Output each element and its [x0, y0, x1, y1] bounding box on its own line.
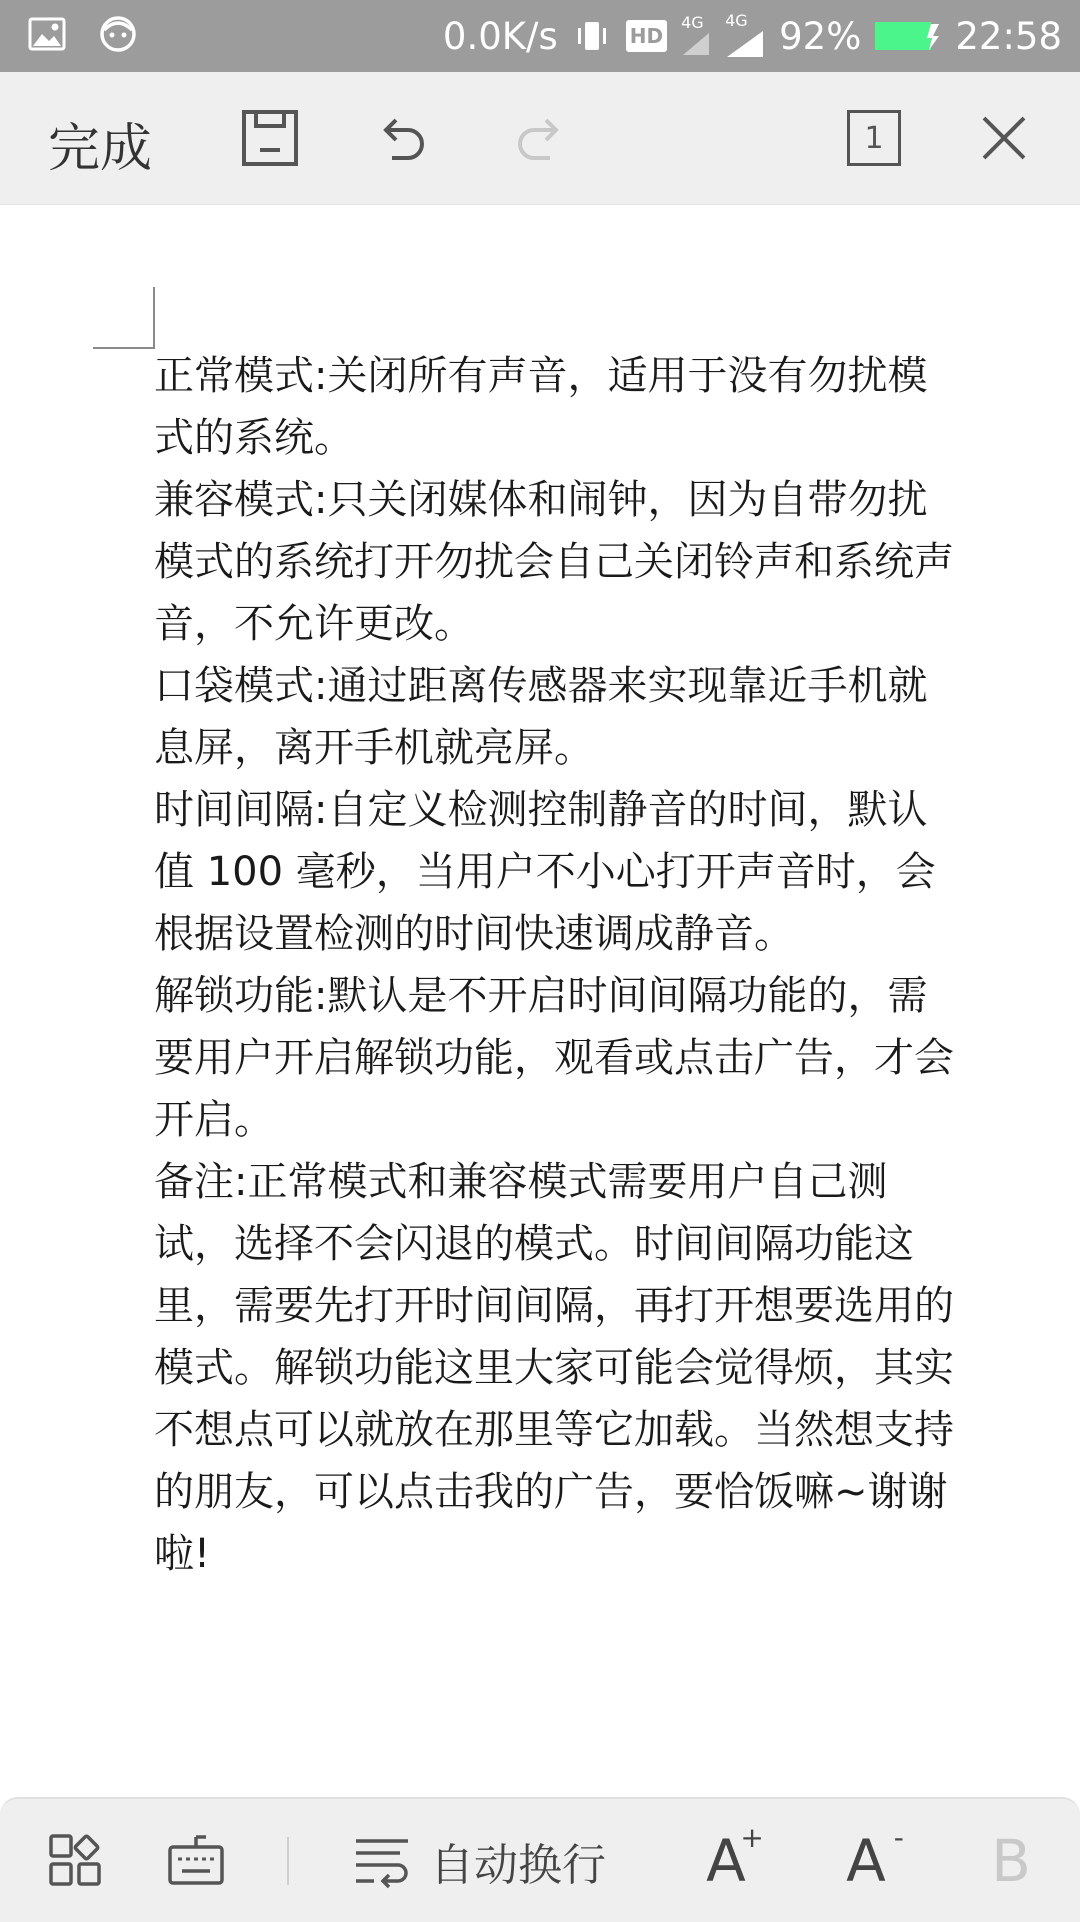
done-button[interactable]: 完成: [48, 119, 153, 179]
page-count-button[interactable]: [842, 106, 906, 170]
font-decrease-button[interactable]: [836, 1821, 904, 1895]
undo-button[interactable]: [372, 106, 436, 170]
document-body[interactable]: [154, 345, 954, 1585]
redo-icon: [508, 108, 568, 168]
redo-button[interactable]: [506, 106, 570, 170]
page-margin-marker: [93, 287, 155, 349]
status-right: [429, 0, 1062, 72]
signal-4g-icon-1: 4G: [681, 15, 711, 57]
signal-4g-icon-2: 4G: [725, 13, 765, 59]
network-speed: 0.0K/s: [442, 14, 558, 58]
close-icon: [976, 110, 1032, 166]
bold-button[interactable]: [986, 1829, 1036, 1893]
paragraph[interactable]: 正常模式:关闭所有声音，适用于没有勿扰模式的系统。: [154, 353, 928, 461]
font-increase-icon: A +: [706, 1821, 764, 1895]
keyboard-button[interactable]: [164, 1829, 228, 1893]
battery-percent: 92%: [779, 14, 862, 58]
paragraph[interactable]: 口袋模式:通过距离传感器来实现靠近手机就息屏，离开手机就亮屏。: [154, 663, 928, 771]
hd-icon: HD: [626, 20, 667, 52]
grid-icon: [48, 1833, 104, 1889]
bold-icon: B: [991, 1827, 1031, 1895]
keyboard-icon: [166, 1833, 226, 1889]
close-button[interactable]: [972, 106, 1036, 170]
font-increase-button[interactable]: [696, 1821, 764, 1895]
page-count-icon: 1: [847, 110, 901, 166]
status-bar: [0, 0, 1080, 72]
wrap-text-icon: [352, 1833, 412, 1889]
format-toolbar: [0, 1797, 1080, 1922]
document-page[interactable]: [0, 205, 1080, 1795]
image-notification-icon: [28, 16, 66, 56]
save-icon: [240, 108, 300, 168]
undo-icon: [374, 108, 434, 168]
clock: 22:58: [955, 14, 1062, 58]
face-notification-icon: [98, 14, 138, 58]
editor-toolbar: [0, 72, 1080, 205]
font-decrease-icon: A -: [846, 1821, 904, 1895]
paragraph[interactable]: 兼容模式:只关闭媒体和闹钟，因为自带勿扰模式的系统打开勿扰会自己关闭铃声和系统声音，不允许更改。: [154, 477, 954, 647]
battery-icon: [875, 21, 941, 51]
auto-wrap-label: 自动换行: [430, 1840, 606, 1891]
save-button[interactable]: [238, 106, 302, 170]
paragraph[interactable]: 解锁功能:默认是不开启时间间隔功能的，需要用户开启解锁功能，观看或点击广告，才会开启。: [154, 973, 954, 1143]
vibrate-icon: [572, 16, 612, 56]
toolbar-divider: [287, 1837, 289, 1885]
auto-wrap-button[interactable]: [352, 1829, 606, 1893]
apps-button[interactable]: [46, 1829, 106, 1893]
paragraph[interactable]: 时间间隔:自定义检测控制静音的时间，默认值 100 毫秒，当用户不小心打开声音时，会根据设置检测的时间快速调成静音。: [154, 787, 936, 957]
paragraph[interactable]: 备注:正常模式和兼容模式需要用户自己测试，选择不会闪退的模式。时间间隔功能这里，需要先打开时间间隔，再打开想要选用的模式。解锁功能这里大家可能会觉得烦，其实不想点可以就放在那里等它加载。当然想支持的朋友，可以点击我的广告，要恰饭嘛~谢谢啦!: [154, 1159, 954, 1577]
status-left: [28, 14, 138, 58]
